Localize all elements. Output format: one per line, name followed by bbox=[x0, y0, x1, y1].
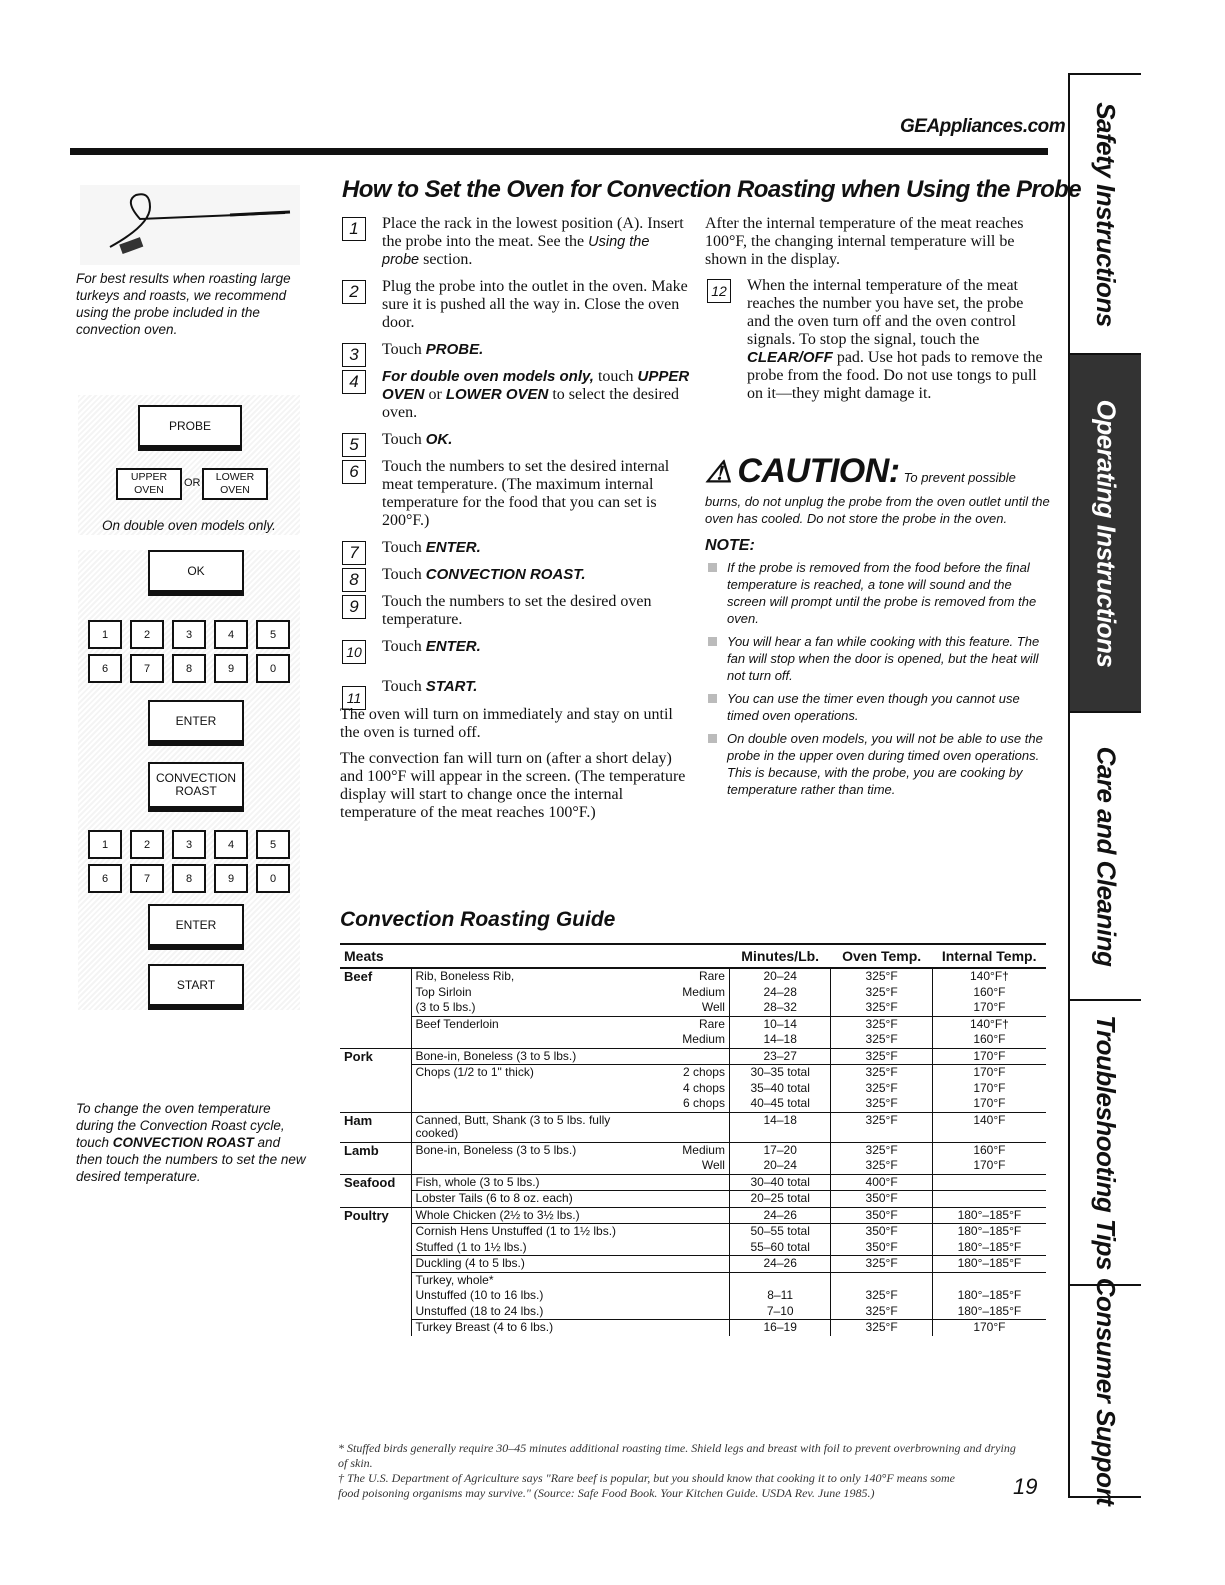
guide-title: Convection Roasting Guide bbox=[340, 908, 616, 931]
table-cell: Canned, Butt, Shank (3 to 5 lbs. fully cooked) bbox=[411, 1112, 628, 1142]
table-cell: 2 chops bbox=[628, 1065, 729, 1081]
table-cell: Fish, whole (3 to 5 lbs.) bbox=[411, 1174, 628, 1191]
table-cell: 20–24 bbox=[729, 1158, 830, 1174]
table-cell: 14–18 bbox=[729, 1112, 830, 1142]
table-cell: 28–32 bbox=[729, 1000, 830, 1016]
table-cell: Top Sirloin bbox=[415, 984, 472, 999]
col-header-doneness bbox=[628, 944, 729, 968]
table-cell: 325°F bbox=[831, 1304, 932, 1320]
table-cell: 170°F bbox=[932, 1065, 1046, 1081]
table-cell bbox=[340, 1032, 411, 1048]
table-cell bbox=[340, 1191, 411, 1208]
table-header-row bbox=[340, 944, 1046, 968]
number-key-4[interactable]: 4 bbox=[214, 620, 248, 649]
step-12: 12 When the internal temperature of the meat reaches the number you have set, the probe and the oven turn off and the oven control signals. To stop the signal, touch the CLEAR/OFF pad. Use hot pads to remove the probe from the food. Do not use tongs to pull on it—they might damage it. bbox=[705, 277, 1045, 403]
table-row bbox=[340, 1240, 1046, 1256]
table-cell: 325°F bbox=[831, 1081, 932, 1097]
or-label: OR bbox=[184, 477, 201, 489]
table-cell bbox=[628, 1256, 729, 1273]
table-cell bbox=[411, 1158, 628, 1174]
caution-block bbox=[705, 452, 1050, 804]
paragraph-oven-on: The oven will turn on immediately and stay on until the oven is turned off. bbox=[340, 706, 673, 741]
table-cell: Duckling (4 to 5 lbs.) bbox=[411, 1256, 628, 1273]
upper-oven-key[interactable]: UPPER OVEN bbox=[116, 468, 182, 500]
table-cell: 350°F bbox=[831, 1224, 932, 1240]
table-cell: 140°F† bbox=[970, 969, 1009, 983]
table-cell: 20–24 bbox=[729, 968, 830, 985]
table-cell: Ham bbox=[340, 1112, 411, 1142]
table-cell: 325°F bbox=[831, 1065, 932, 1081]
table-row bbox=[340, 1174, 1046, 1191]
table-cell: 170°F bbox=[932, 1048, 1046, 1065]
table-cell: 170°F bbox=[932, 1320, 1046, 1336]
table-cell: 350°F bbox=[831, 1207, 932, 1224]
tab-consumer-support[interactable]: Consumer Support bbox=[1070, 1286, 1141, 1498]
keypad-probe-area bbox=[78, 395, 300, 535]
table-cell bbox=[340, 985, 411, 1001]
table-cell: 170°F bbox=[973, 1158, 1006, 1172]
table-cell: Unstuffed (10 to 16 lbs.) bbox=[415, 1288, 544, 1302]
paragraph-display: After the internal temperature of the meat reaches 100°F, the changing internal temperature will be shown in the display. bbox=[705, 215, 1024, 268]
number-key-6[interactable]: 6 bbox=[88, 654, 122, 683]
note-heading: NOTE: bbox=[705, 537, 755, 554]
table-row bbox=[340, 1224, 1046, 1240]
number-key-9[interactable]: 9 bbox=[214, 654, 248, 683]
number-key-5[interactable]: 5 bbox=[256, 830, 290, 859]
table-cell: 24–26 bbox=[729, 1207, 830, 1224]
table-cell: 325°F bbox=[831, 968, 932, 985]
table-row bbox=[340, 1304, 1046, 1320]
table-cell: 350°F bbox=[831, 1191, 932, 1208]
page-number: 19 bbox=[1013, 1474, 1038, 1499]
table-cell: 325°F bbox=[831, 1142, 932, 1158]
number-key-2[interactable]: 2 bbox=[130, 830, 164, 859]
table-cell bbox=[340, 1256, 411, 1273]
table-row bbox=[340, 1272, 1046, 1288]
table-row bbox=[340, 1142, 1046, 1158]
step-11: 11 Touch START. bbox=[340, 678, 690, 696]
table-row bbox=[340, 1032, 1046, 1048]
table-cell: Beef Tenderloin bbox=[411, 1016, 628, 1032]
table-cell: Turkey Breast (4 to 6 lbs.) bbox=[411, 1320, 628, 1336]
table-cell: 20–25 total bbox=[729, 1191, 830, 1208]
table-cell: 160°F bbox=[932, 1142, 1046, 1158]
table-cell: Poultry bbox=[340, 1207, 411, 1224]
number-key-8[interactable]: 8 bbox=[172, 864, 206, 893]
number-key-0[interactable]: 0 bbox=[256, 654, 290, 683]
table-cell: 180°–185°F bbox=[932, 1224, 1046, 1240]
table-cell: 7–10 bbox=[729, 1304, 830, 1320]
table-cell bbox=[340, 1288, 411, 1304]
step-6: 6 Touch the numbers to set the desired internal meat temperature. (The maximum internal temperature for the food that you can set is 200°F.) bbox=[340, 458, 690, 530]
table-row bbox=[340, 1191, 1046, 1208]
table-cell: Turkey, whole* bbox=[411, 1272, 628, 1288]
table-cell: 180°–185°F bbox=[957, 1239, 1022, 1254]
keypad-sequence bbox=[78, 550, 300, 1010]
number-key-9[interactable]: 9 bbox=[214, 864, 248, 893]
table-cell: (3 to 5 lbs.) bbox=[415, 1000, 476, 1014]
table-cell: 325°F bbox=[831, 1000, 932, 1016]
table-cell: 55–60 total bbox=[729, 1240, 830, 1256]
table-cell: 140°F bbox=[932, 1112, 1046, 1142]
step-10: 10 Touch ENTER. bbox=[340, 638, 690, 656]
col-header-oven-temp: Oven Temp. bbox=[831, 944, 932, 968]
table-cell bbox=[628, 1048, 729, 1065]
table-cell: 325°F bbox=[831, 1320, 932, 1336]
table-cell: 160°F bbox=[973, 984, 1006, 999]
table-body bbox=[340, 968, 1046, 1336]
table-cell: Rare bbox=[628, 968, 729, 985]
number-key-2[interactable]: 2 bbox=[130, 620, 164, 649]
number-key-3[interactable]: 3 bbox=[172, 620, 206, 649]
table-cell: 170°F bbox=[973, 1000, 1006, 1014]
table-cell: 23–27 bbox=[729, 1048, 830, 1065]
table-cell: 30–40 total bbox=[729, 1174, 830, 1191]
table-cell: 14–18 bbox=[729, 1032, 830, 1048]
table-cell bbox=[628, 1112, 729, 1142]
table-cell: 325°F bbox=[831, 1158, 932, 1174]
table-row bbox=[340, 1081, 1046, 1097]
table-cell bbox=[340, 1320, 411, 1336]
table-cell: 350°F bbox=[831, 1240, 932, 1256]
site-url: GEAppliances.com bbox=[900, 116, 1066, 137]
number-key-6[interactable]: 6 bbox=[88, 864, 122, 893]
header-rule bbox=[70, 148, 1048, 155]
table-cell bbox=[340, 1016, 411, 1032]
side-tabs bbox=[1068, 73, 1141, 1505]
table-cell bbox=[340, 1304, 411, 1320]
table-cell bbox=[628, 1320, 729, 1336]
table-cell: Lamb bbox=[340, 1142, 411, 1158]
number-key-7[interactable]: 7 bbox=[130, 654, 164, 683]
change-temp-caption: To change the oven temperature during the Convection Roast cycle, touch CONVECTION ROAST and then touch the numbers to set the new desired temperature. bbox=[76, 1101, 306, 1184]
page-title: How to Set the Oven for Convection Roasting when Using the Probe bbox=[342, 176, 1081, 203]
table-cell: 325°F bbox=[831, 1096, 932, 1112]
table-cell: Medium bbox=[628, 1142, 729, 1158]
table-cell bbox=[628, 1304, 729, 1320]
table-cell: 140°F† bbox=[932, 1016, 1046, 1032]
double-oven-note: On double oven models only. bbox=[102, 518, 276, 533]
note-item: You will hear a fan while cooking with this feature. The fan will stop when the door is opened, but the heat will not turn off. bbox=[705, 633, 1050, 684]
steps-column-2 bbox=[705, 215, 1045, 412]
table-cell bbox=[628, 1288, 729, 1304]
table-cell: 160°F bbox=[973, 1032, 1006, 1046]
table-cell: 24–26 bbox=[729, 1256, 830, 1273]
table-cell bbox=[932, 1174, 1046, 1191]
table-cell bbox=[340, 1096, 411, 1112]
table-cell: Bone-in, Boneless (3 to 5 lbs.) bbox=[411, 1048, 628, 1065]
table-cell bbox=[628, 1191, 729, 1208]
table-cell: 325°F bbox=[831, 1112, 932, 1142]
table-cell: Rare bbox=[628, 1016, 729, 1032]
table-cell: 180°–185°F bbox=[957, 1303, 1022, 1318]
table-row bbox=[340, 1288, 1046, 1304]
ok-key[interactable]: OK bbox=[148, 550, 244, 596]
table-cell bbox=[411, 1081, 628, 1097]
col-header-internal-temp: Internal Temp. bbox=[932, 944, 1046, 968]
table-cell: 10–14 bbox=[729, 1016, 830, 1032]
table-cell bbox=[628, 1272, 729, 1288]
number-key-7[interactable]: 7 bbox=[130, 864, 164, 893]
table-cell bbox=[340, 1224, 411, 1240]
table-cell: Well bbox=[628, 1158, 729, 1174]
table-cell bbox=[628, 1224, 729, 1240]
probe-key[interactable]: PROBE bbox=[138, 405, 242, 451]
note-item: You can use the timer even though you cannot use timed oven operations. bbox=[705, 690, 1050, 724]
table-cell: 325°F bbox=[831, 1288, 932, 1304]
start-key[interactable]: START bbox=[148, 964, 244, 1010]
table-cell: 30–35 total bbox=[729, 1065, 830, 1081]
step-4: 4 For double oven models only, touch UPPER OVEN or LOWER OVEN to select the desired oven. bbox=[340, 368, 690, 422]
probe-caption: For best results when roasting large turkeys and roasts, we recommend using the probe included in the convection oven. bbox=[76, 271, 291, 337]
table-row bbox=[340, 1112, 1046, 1142]
table-cell: 170°F bbox=[973, 1080, 1006, 1095]
table-cell bbox=[628, 1174, 729, 1191]
enter-key[interactable]: ENTER bbox=[148, 904, 244, 950]
table-cell: 24–28 bbox=[729, 985, 830, 1001]
table-cell: Chops (1/2 to 1" thick) bbox=[411, 1065, 628, 1081]
table-row bbox=[340, 1016, 1046, 1032]
table-cell bbox=[411, 1096, 628, 1112]
table-cell: 325°F bbox=[831, 1016, 932, 1032]
table-cell bbox=[411, 1032, 628, 1048]
lower-oven-key[interactable]: LOWER OVEN bbox=[202, 468, 268, 500]
table-cell: Medium bbox=[628, 1032, 729, 1048]
table-cell bbox=[628, 1207, 729, 1224]
tab-operating-instructions[interactable]: Operating Instructions bbox=[1070, 355, 1141, 713]
table-cell bbox=[340, 1240, 411, 1256]
table-row bbox=[340, 1256, 1046, 1273]
table-cell: 325°F bbox=[831, 1032, 932, 1048]
table-row bbox=[340, 968, 1046, 985]
steps-column-1 bbox=[340, 215, 690, 830]
table-cell bbox=[932, 1191, 1046, 1208]
table-cell: Stuffed (1 to 1½ lbs.) bbox=[415, 1239, 527, 1254]
table-cell bbox=[340, 1065, 411, 1081]
table-cell: 180°–185°F bbox=[957, 1288, 1022, 1302]
table-cell: 400°F bbox=[831, 1174, 932, 1191]
col-header-cut bbox=[411, 944, 628, 968]
step-2: 2 Plug the probe into the outlet in the oven. Make sure it is pushed all the way in. Close the oven door. bbox=[340, 278, 690, 332]
col-header-meats: Meats bbox=[340, 944, 411, 968]
table-cell: 180°–185°F bbox=[932, 1256, 1046, 1273]
table-cell bbox=[831, 1272, 932, 1288]
tab-safety-instructions[interactable]: Safety Instructions bbox=[1070, 75, 1141, 355]
table-cell: Medium bbox=[628, 985, 729, 1001]
step-9: 9 Touch the numbers to set the desired oven temperature. bbox=[340, 593, 690, 629]
table-cell: Beef bbox=[340, 968, 411, 985]
table-cell: 4 chops bbox=[628, 1081, 729, 1097]
table-cell: 325°F bbox=[831, 1048, 932, 1065]
table-cell: Whole Chicken (2½ to 3½ lbs.) bbox=[411, 1207, 628, 1224]
caution-lead: To prevent possible bbox=[903, 470, 1016, 485]
footnote-usda: † The U.S. Department of Agriculture says "Rare beef is popular, but you should know that cooking it to only 140°F means some food poisoning organisms may survive." (Source: Safe Food Book. Your Kitchen Guide. USDA Rev. June 1985.) bbox=[338, 1471, 955, 1500]
step-7: 7 Touch ENTER. bbox=[340, 539, 690, 557]
table-cell: 8–11 bbox=[729, 1288, 830, 1304]
warning-icon: ⚠ bbox=[705, 456, 732, 489]
table-cell bbox=[932, 1272, 1046, 1288]
caution-heading: CAUTION: bbox=[737, 452, 900, 490]
table-cell bbox=[340, 1272, 411, 1288]
step-5: 5 Touch OK. bbox=[340, 431, 690, 449]
table-row bbox=[340, 1207, 1046, 1224]
table-cell: Well bbox=[628, 1000, 729, 1016]
number-key-0[interactable]: 0 bbox=[256, 864, 290, 893]
footnotes bbox=[338, 1441, 1028, 1501]
step-3: 3 Touch PROBE. bbox=[340, 341, 690, 359]
step-1: 1 Place the rack in the lowest position (A). Insert the probe into the meat. See the Using the probe section. bbox=[340, 215, 690, 269]
enter-key[interactable]: ENTER bbox=[148, 700, 244, 746]
table-cell: 17–20 bbox=[729, 1142, 830, 1158]
number-key-4[interactable]: 4 bbox=[214, 830, 248, 859]
table-row bbox=[340, 1158, 1046, 1174]
number-key-1[interactable]: 1 bbox=[88, 830, 122, 859]
table-cell bbox=[340, 1081, 411, 1097]
table-cell: Lobster Tails (6 to 8 oz. each) bbox=[411, 1191, 628, 1208]
table-cell: 325°F bbox=[831, 985, 932, 1001]
table-cell: 180°–185°F bbox=[932, 1207, 1046, 1224]
table-cell: Seafood bbox=[340, 1174, 411, 1191]
table-cell: Pork bbox=[340, 1048, 411, 1065]
table-row bbox=[340, 1096, 1046, 1112]
probe-illustration bbox=[80, 185, 300, 265]
number-key-1[interactable]: 1 bbox=[88, 620, 122, 649]
table-row bbox=[340, 985, 1046, 1001]
table-cell bbox=[340, 1000, 411, 1016]
table-cell: 325°F bbox=[831, 1256, 932, 1273]
number-key-3[interactable]: 3 bbox=[172, 830, 206, 859]
number-key-5[interactable]: 5 bbox=[256, 620, 290, 649]
table-cell: Unstuffed (18 to 24 lbs.) bbox=[415, 1303, 544, 1318]
tab-care-and-cleaning[interactable]: Care and Cleaning bbox=[1070, 713, 1141, 1001]
table-cell: 170°F bbox=[973, 1096, 1006, 1110]
table-cell: Rib, Boneless Rib, bbox=[415, 969, 515, 983]
table-cell bbox=[628, 1240, 729, 1256]
table-cell: 40–45 total bbox=[729, 1096, 830, 1112]
table-cell: 6 chops bbox=[628, 1096, 729, 1112]
footnote-stuffed: * Stuffed birds generally require 30–45 minutes additional roasting time. Shield legs and breast with foil to prevent overbrowning and drying of skin. bbox=[338, 1441, 1016, 1470]
table-cell: 50–55 total bbox=[729, 1224, 830, 1240]
table-row bbox=[340, 1320, 1046, 1336]
paragraph-fan: The convection fan will turn on (after a short delay) and 100°F will appear in the screen. (The temperature display will start to change once the internal temperature of the meat reaches 100°F.) bbox=[340, 750, 686, 821]
table-row bbox=[340, 1065, 1046, 1081]
note-item: If the probe is removed from the food before the final temperature is reached, a tone will sound and the screen will prompt until the probe is removed from the oven. bbox=[705, 559, 1050, 627]
table-cell bbox=[340, 1158, 411, 1174]
note-item: On double oven models, you will not be able to use the probe in the upper oven during timed oven operations. This is because, with the probe, you are cooking by temperature rather than time. bbox=[705, 730, 1050, 798]
convection-roast-key[interactable]: CONVECTION ROAST bbox=[148, 762, 244, 812]
table-cell bbox=[729, 1272, 830, 1288]
caution-text: burns, do not unplug the probe from the oven outlet until the oven has cooled. Do not store the probe in the oven. bbox=[705, 494, 1050, 526]
table-cell: 35–40 total bbox=[729, 1081, 830, 1097]
table-cell: 16–19 bbox=[729, 1320, 830, 1336]
step-8: 8 Touch CONVECTION ROAST. bbox=[340, 566, 690, 584]
table-cell: Cornish Hens Unstuffed (1 to 1½ lbs.) bbox=[411, 1224, 628, 1240]
roasting-guide-table bbox=[340, 943, 1046, 1336]
table-row bbox=[340, 1000, 1046, 1016]
table-row bbox=[340, 1048, 1046, 1065]
col-header-minutes: Minutes/Lb. bbox=[729, 944, 830, 968]
number-key-8[interactable]: 8 bbox=[172, 654, 206, 683]
tab-troubleshooting-tips[interactable]: Troubleshooting Tips bbox=[1070, 1001, 1141, 1286]
table-cell: Bone-in, Boneless (3 to 5 lbs.) bbox=[411, 1142, 628, 1158]
